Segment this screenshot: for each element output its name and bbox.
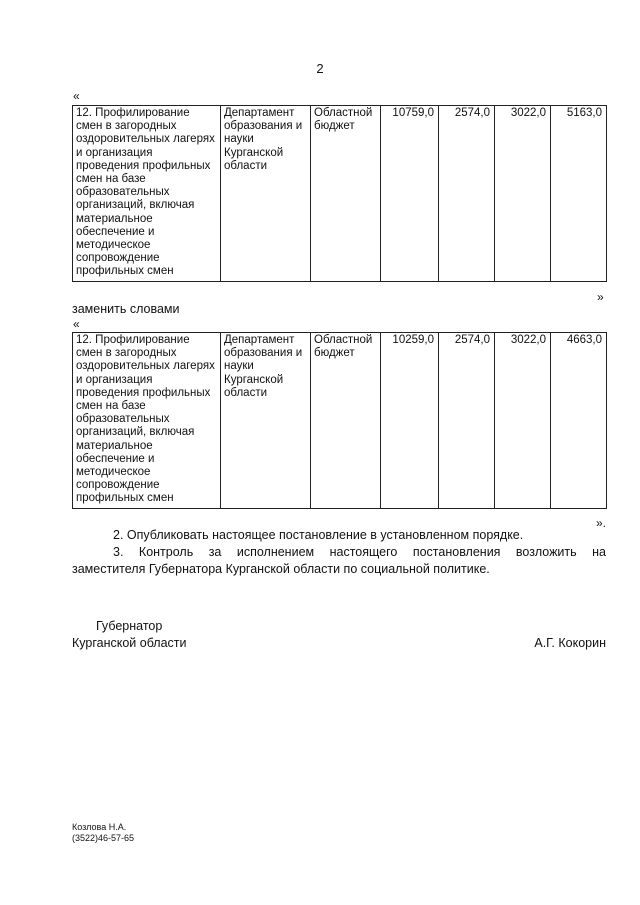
paragraph-2: 2. Опубликовать настоящее постановление в установленном порядке. bbox=[113, 528, 524, 542]
old-row-table bbox=[72, 105, 607, 282]
total-cell: 10759,0 bbox=[381, 106, 439, 282]
contact-name: Козлова Н.А. bbox=[72, 822, 127, 832]
page-number: 2 bbox=[316, 61, 324, 76]
open-quote: « bbox=[73, 89, 80, 103]
source-cell: Областной бюджет bbox=[311, 333, 381, 509]
contact-phone: (3522)46-57-65 bbox=[72, 833, 135, 843]
executor-cell: Департамент образования и науки Курганской области bbox=[221, 333, 311, 509]
source-cell: Областной бюджет bbox=[311, 106, 381, 282]
open-quote: « bbox=[73, 317, 80, 331]
close-quote: » bbox=[597, 290, 604, 304]
close-quote-final: ». bbox=[596, 516, 607, 530]
paragraph-3-line-1: 3. Контроль за исполнением настоящего постановления возложить на bbox=[113, 545, 606, 559]
year1-cell: 2574,0 bbox=[439, 106, 495, 282]
year3-cell: 5163,0 bbox=[551, 106, 607, 282]
table-row bbox=[73, 106, 607, 282]
replace-phrase: заменить словами bbox=[72, 302, 180, 316]
item-cell: 12. Профилирование смен в загородных оздоровительных лагерях и организация проведения профильных смен на базе образовательных организаций, включая материальное обеспечение и методическое сопровождение профильных смен bbox=[73, 106, 221, 282]
year1-cell: 2574,0 bbox=[439, 333, 495, 509]
executor-cell: Департамент образования и науки Курганской области bbox=[221, 106, 311, 282]
year3-cell: 4663,0 bbox=[551, 333, 607, 509]
total-cell: 10259,0 bbox=[381, 333, 439, 509]
table-row bbox=[73, 333, 607, 509]
signer-title-2: Курганской области bbox=[72, 636, 187, 650]
paragraph-3-line-2: заместителя Губернатора Курганской области по социальной политике. bbox=[72, 562, 490, 576]
year2-cell: 3022,0 bbox=[495, 333, 551, 509]
signer-title-1: Губернатор bbox=[96, 619, 163, 633]
new-row-table bbox=[72, 332, 607, 509]
signer-name: А.Г. Кокорин bbox=[534, 636, 606, 650]
item-cell: 12. Профилирование смен в загородных оздоровительных лагерях и организация проведения профильных смен на базе образовательных организаций, включая материальное обеспечение и методическое сопровождение профильных смен bbox=[73, 333, 221, 509]
year2-cell: 3022,0 bbox=[495, 106, 551, 282]
